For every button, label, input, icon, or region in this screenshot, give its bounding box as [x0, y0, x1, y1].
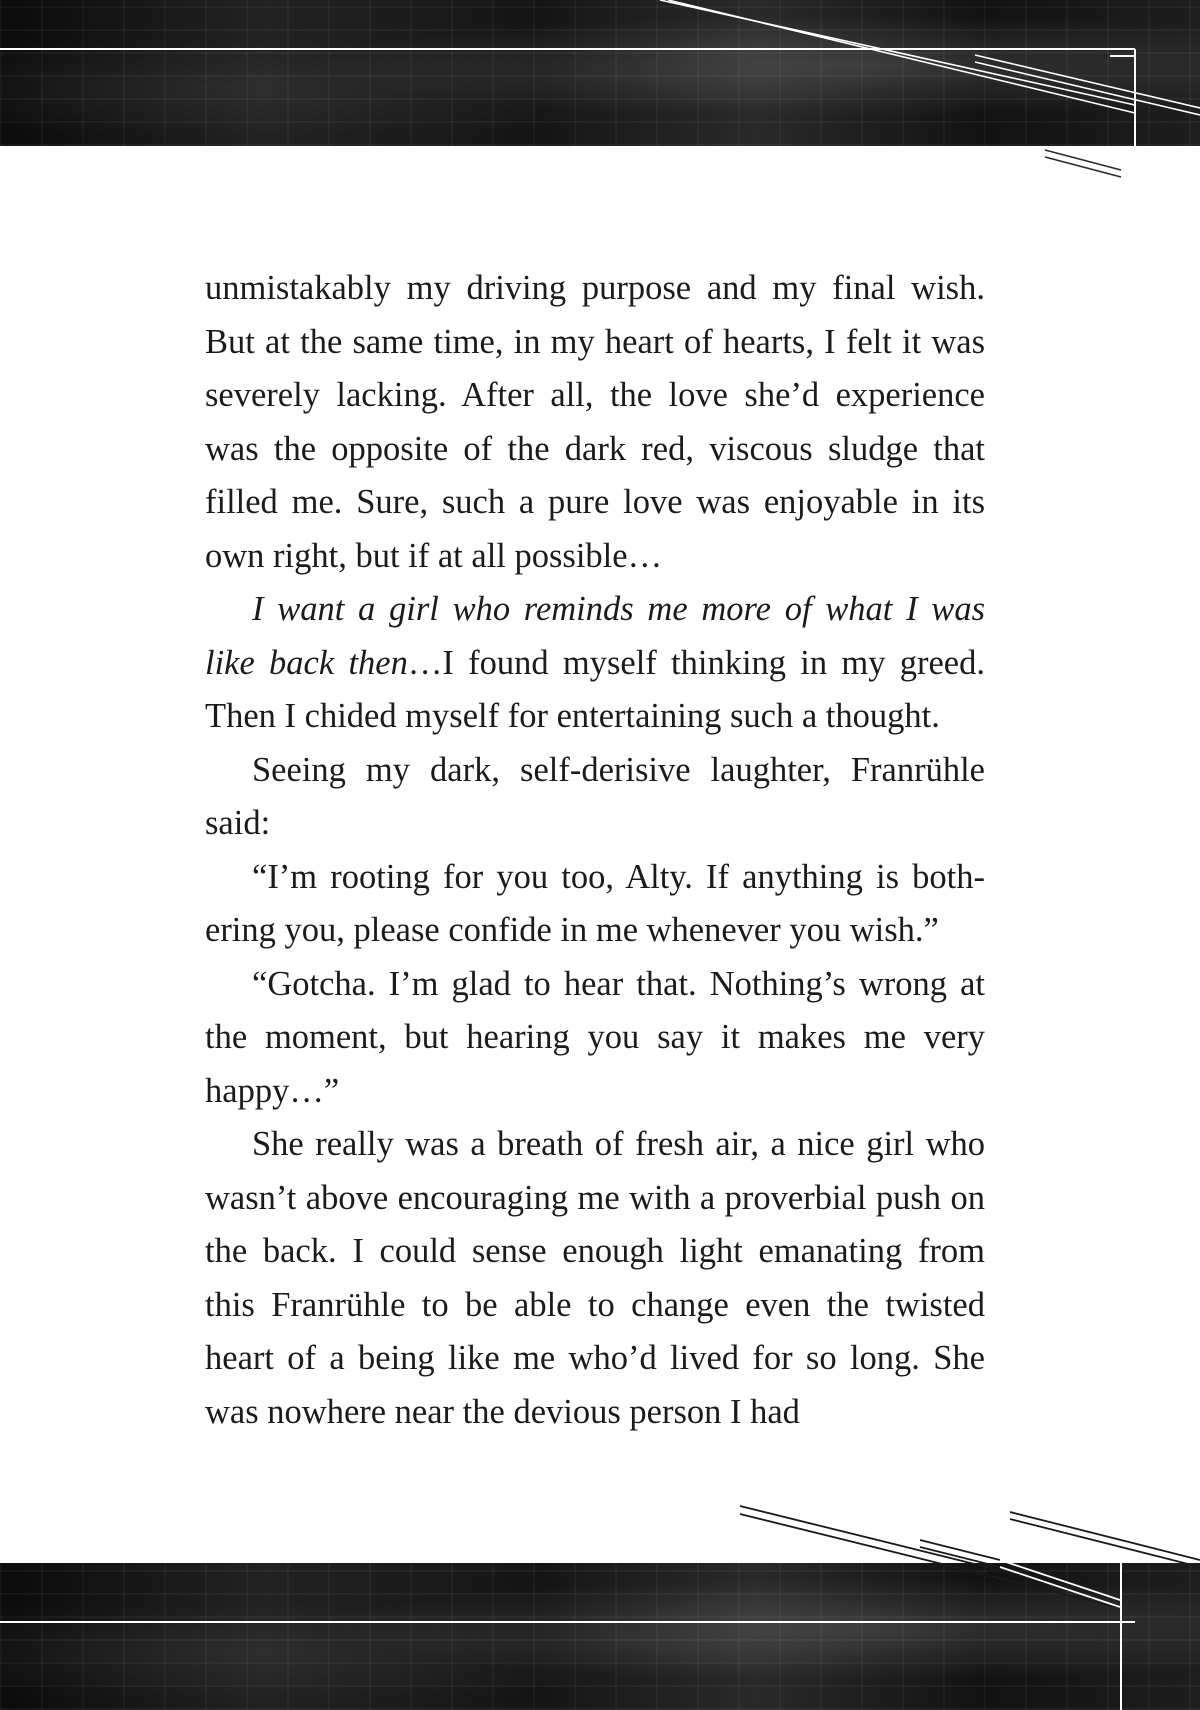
slash-bottom-4 [1010, 1519, 1200, 1567]
footer-band-glow [0, 1563, 1200, 1710]
slash-top-dark-1 [1045, 150, 1121, 170]
paragraph [205, 744, 985, 851]
header-band-glow [0, 0, 1200, 146]
paragraph [205, 262, 985, 583]
header-decorative-band [0, 0, 1200, 146]
paragraph [205, 1118, 985, 1439]
paragraph-text: “Gotcha. I’m glad to hear that. Nothing’s wrong at the moment, but hearing you say it makes me very happy…” [205, 964, 985, 1110]
body-text [205, 262, 985, 1439]
footer-decorative-band [0, 1563, 1200, 1710]
paragraph [205, 851, 985, 958]
slash-bottom-3 [1010, 1512, 1200, 1560]
paragraph [205, 583, 985, 744]
slash-top-6 [1045, 157, 1130, 179]
slash-top-dark-2 [1045, 157, 1121, 177]
paragraph-italic-text: I want a girl who reminds me more of what I was like back then [205, 590, 985, 682]
paragraph-text: Seeing my dark, self-derisive laughter, Franrühle said: [205, 750, 985, 842]
slash-top-5 [1045, 150, 1130, 172]
paragraph-text: unmistakably my driving purpose and my final wish. But at the same time, in my heart of hearts, I felt it was severely lacking. After all, the love she’d experience was the opposite of the dark red, viscous sludge that filled me. Sure, such a pure love was enjoyable in its own right, but if at all possible… [205, 269, 985, 575]
paragraph [205, 958, 985, 1119]
paragraph-text: …I found myself thinking in my greed. Then I chided myself for entertaining such a thought. [205, 643, 985, 735]
paragraph-text: She really was a breath of fresh air, a nice girl who wasn’t above encouraging me with a proverbial push on the back. I could sense enough light emanating from this Franrühle to be able to change even the twisted heart of a being like me who’d lived for so long. She was nowhere near the devious person I had [205, 1125, 985, 1431]
paragraph-text: “I’m rooting for you too, Alty. If anything is bothering you, please confide in me whenever you wish.” [205, 857, 985, 949]
slash-bottom-5 [920, 1540, 1000, 1560]
